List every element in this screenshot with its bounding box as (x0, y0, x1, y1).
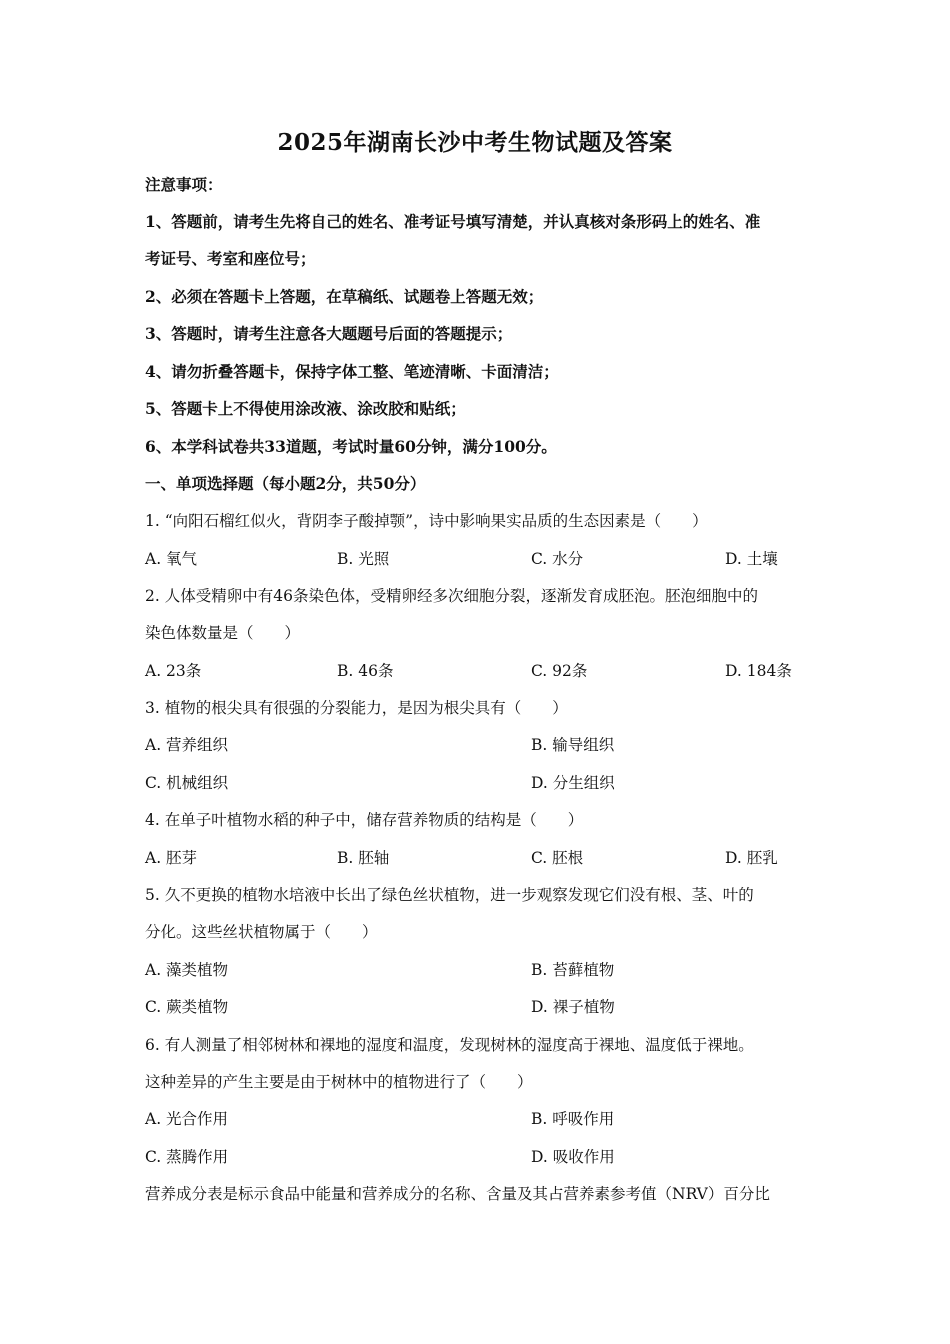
q6-option-d: D. 吸收作用 (531, 1148, 615, 1166)
q4-option-b: B. 胚轴 (337, 849, 390, 867)
notice-item-4: 4、请勿折叠答题卡，保持字体工整、笔迹清晰、卡面清洁； (145, 362, 559, 381)
q4-option-d: D. 胚乳 (725, 849, 778, 867)
q2-option-d: D. 184条 (725, 662, 792, 680)
q1-option-d: D. 土壤 (725, 550, 778, 568)
q2-option-c: C. 92条 (531, 662, 588, 680)
q5-option-b: B. 苔藓植物 (531, 961, 615, 979)
question-5-stem-cont: 分化。这些丝状植物属于（ ） (145, 923, 378, 941)
question-2-stem-cont: 染色体数量是（ ） (145, 624, 301, 642)
question-3-stem: 3. 植物的根尖具有很强的分裂能力，是因为根尖具有（ ） (145, 699, 568, 717)
q3-option-c: C. 机械组织 (145, 774, 229, 792)
q5-option-a: A. 藻类植物 (145, 961, 229, 979)
notice-item-2: 2、必须在答题卡上答题，在草稿纸、试题卷上答题无效； (145, 287, 544, 306)
question-6-stem-cont: 这种差异的产生主要是由于树林中的植物进行了（ ） (145, 1073, 533, 1091)
trailing-paragraph: 营养成分表是标示食品中能量和营养成分的名称、含量及其占营养素参考值（NRV）百分比 (145, 1185, 770, 1203)
q6-option-a: A. 光合作用 (145, 1110, 229, 1128)
q1-option-a: A. 氧气 (145, 550, 198, 568)
page-title: 2025年湖南长沙中考生物试题及答案 (277, 129, 673, 156)
question-4-stem: 4. 在单子叶植物水稻的种子中，储存营养物质的结构是（ ） (145, 811, 584, 829)
notice-item-1-cont: 考证号、考室和座位号； (145, 249, 316, 268)
q3-option-d: D. 分生组织 (531, 774, 615, 792)
q4-option-a: A. 胚芽 (145, 849, 198, 867)
q2-option-b: B. 46条 (337, 662, 394, 680)
question-1-stem: 1. “向阳石榴红似火，背阴李子酸掉颚”，诗中影响果实品质的生态因素是（ ） (145, 512, 708, 530)
q5-option-d: D. 裸子植物 (531, 998, 615, 1016)
notice-item-5: 5、答题卡上不得使用涂改液、涂改胶和贴纸； (145, 399, 466, 418)
q1-option-c: C. 水分 (531, 550, 584, 568)
q5-option-c: C. 蕨类植物 (145, 998, 229, 1016)
notice-item-3: 3、答题时，请考生注意各大题题号后面的答题提示； (145, 324, 513, 343)
question-5-stem: 5. 久不更换的植物水培液中长出了绿色丝状植物，进一步观察发现它们没有根、茎、叶的 (145, 886, 754, 904)
q4-option-c: C. 胚根 (531, 849, 584, 867)
notice-item-1: 1、答题前，请考生先将自己的姓名、准考证号填写清楚，并认真核对条形码上的姓名、准 (145, 212, 761, 231)
q3-option-a: A. 营养组织 (145, 736, 229, 754)
section-heading: 一、单项选择题（每小题2分，共50分） (145, 474, 426, 493)
q3-option-b: B. 输导组织 (531, 736, 615, 754)
q6-option-c: C. 蒸腾作用 (145, 1148, 229, 1166)
q6-option-b: B. 呼吸作用 (531, 1110, 615, 1128)
notice-item-6: 6、本学科试卷共33道题，考试时量60分钟，满分100分。 (145, 437, 557, 456)
q1-option-b: B. 光照 (337, 550, 390, 568)
question-6-stem: 6. 有人测量了相邻树林和裸地的湿度和温度，发现树林的湿度高于裸地、温度低于裸地。 (145, 1036, 754, 1054)
notice-heading: 注意事项： (145, 175, 223, 194)
question-2-stem: 2. 人体受精卵中有46条染色体，受精卵经多次细胞分裂，逐渐发育成胚泡。胚泡细胞中的 (145, 587, 758, 605)
q2-option-a: A. 23条 (145, 662, 202, 680)
